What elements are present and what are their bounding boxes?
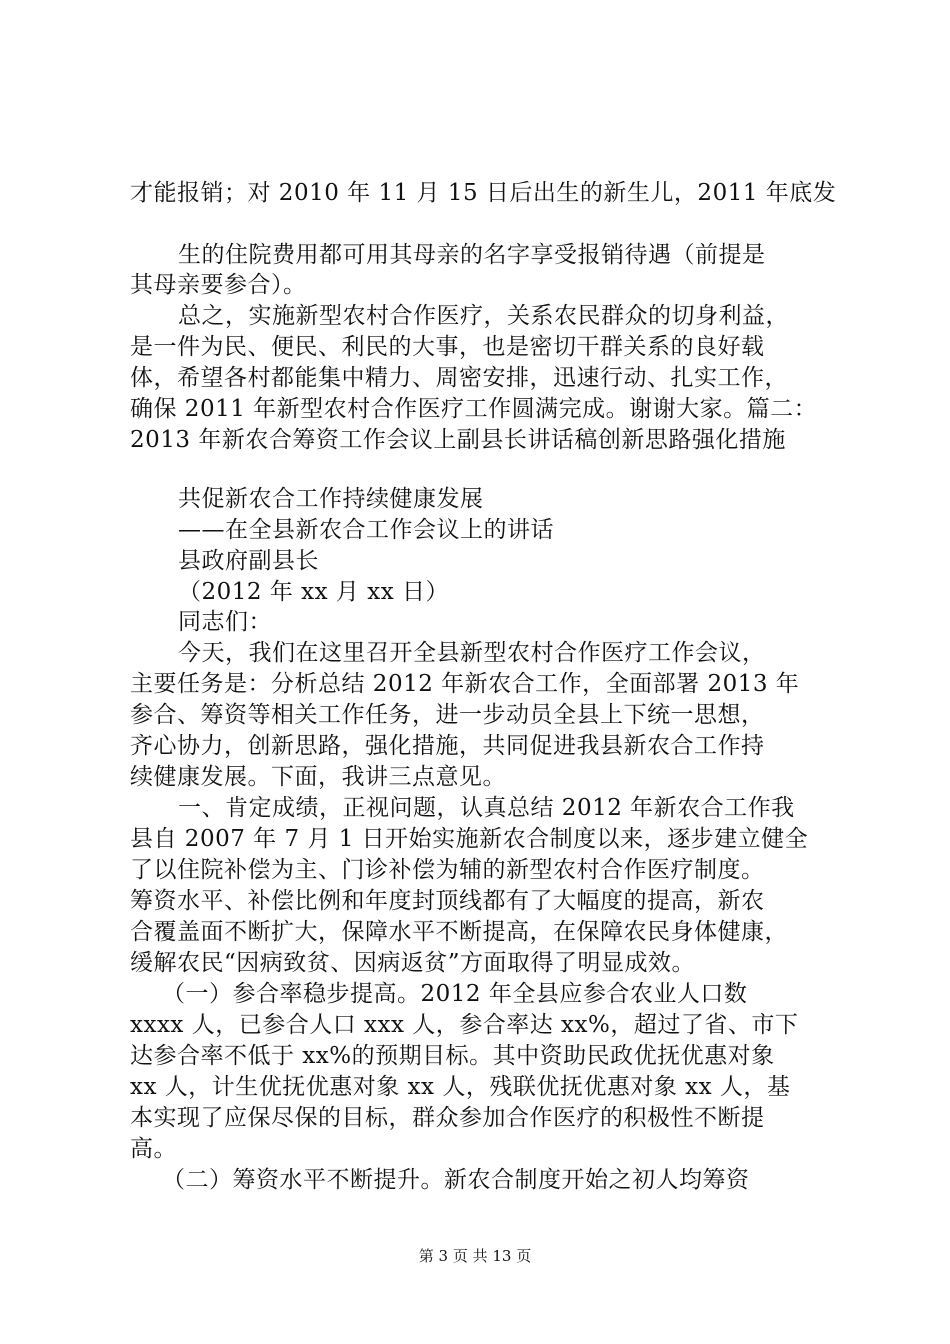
text-line: 县自 2007 年 7 月 1 日开始实施新农合制度以来，逐步建立健全 (130, 826, 809, 852)
text-line: xx 人，计生优抚优惠对象 xx 人，残联优抚优惠对象 xx 人，基 (130, 1074, 791, 1100)
text-line: 合覆盖面不断扩大，保障水平不断提高，在保障农民身体健康， (130, 919, 788, 945)
text-line: ——在全县新农合工作会议上的讲话 (178, 517, 554, 543)
text-line: 才能报销；对 2010 年 11 月 15 日后出生的新生儿，2011 年底发 (130, 180, 837, 206)
text-line: 确保 2011 年新型农村合作医疗工作圆满完成。谢谢大家。篇二： (130, 396, 818, 422)
text-line: 今天，我们在这里召开全县新型农村合作医疗工作会议， (178, 640, 766, 666)
text-line: 本实现了应保尽保的目标，群众参加合作医疗的积极性不断提 (130, 1105, 765, 1131)
text-line: 齐心协力，创新思路，强化措施，共同促进我县新农合工作持 (130, 733, 765, 759)
text-line: 参合、筹资等相关工作任务，进一步动员全县上下统一思想， (130, 702, 765, 728)
text-line: （二）筹资水平不断提升。新农合制度开始之初人均筹资 (162, 1167, 750, 1193)
text-line: 续健康发展。下面，我讲三点意见。 (130, 764, 506, 790)
text-line: xxxx 人，已参合人口 xxx 人，参合率达 xx%，超过了省、市下 (130, 1012, 799, 1038)
text-line: 生的住院费用都可用其母亲的名字享受报销待遇（前提是 (178, 242, 766, 268)
page-number-footer: 第 3 页 共 13 页 (418, 1247, 532, 1265)
text-line: （2012 年 xx 月 xx 日） (178, 579, 449, 605)
text-line: 主要任务是：分析总结 2012 年新农合工作，全面部署 2013 年 (130, 671, 800, 697)
text-line: 达参合率不低于 xx%的预期目标。其中资助民政优抚优惠对象 (130, 1043, 775, 1069)
text-line: 是一件为民、便民、利民的大事，也是密切干群关系的良好载 (130, 334, 765, 360)
text-line: 同志们： (178, 609, 272, 635)
text-line: 县政府副县长 (178, 548, 319, 574)
text-line: 共促新农合工作持续健康发展 (178, 486, 484, 512)
text-line: 筹资水平、补偿比例和年度封顶线都有了大幅度的提高，新农 (130, 888, 765, 914)
text-line: （一）参合率稳步提高。2012 年全县应参合农业人口数 (162, 981, 748, 1007)
text-line: 体，希望各村都能集中精力、周密安排，迅速行动、扎实工作， (130, 365, 788, 391)
text-line: 其母亲要参合）。 (130, 272, 307, 298)
text-line: 总之，实施新型农村合作医疗，关系农民群众的切身利益， (178, 303, 789, 329)
text-line: 了以住院补偿为主、门诊补偿为辅的新型农村合作医疗制度。 (130, 857, 765, 883)
text-line: 缓解农民“因病致贫、因病返贫”方面取得了明显成效。 (130, 950, 696, 976)
text-line: 一、肯定成绩，正视问题，认真总结 2012 年新农合工作我 (178, 795, 795, 821)
text-line: 2013 年新农合筹资工作会议上副县长讲话稿创新思路强化措施 (130, 427, 786, 453)
text-line: 高。 (130, 1136, 177, 1162)
